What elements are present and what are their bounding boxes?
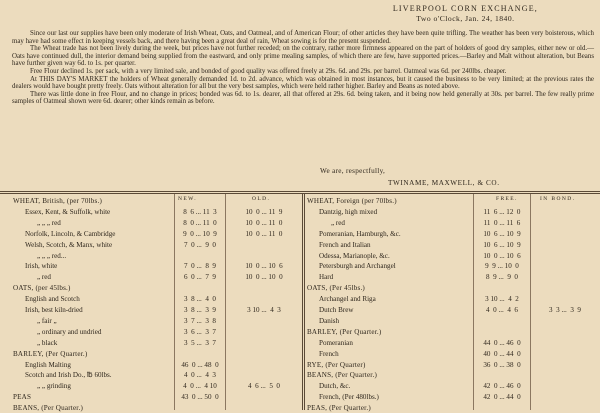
exchange-title: LIVERPOOL CORN EXCHANGE,	[392, 4, 538, 13]
price-old: 10 0 ... 11 9	[245, 207, 283, 216]
price-new: 3 8 ... 3 9	[184, 306, 216, 314]
foreign-row	[0, 381, 600, 391]
column-header-new: NEW.	[178, 196, 197, 202]
grain-label: „ „ „ red...	[37, 251, 67, 260]
foreign-row	[0, 360, 600, 370]
foreign-row	[0, 392, 600, 402]
foreign-row	[0, 283, 600, 293]
section-heading: OATS, (per 45lbs.)	[13, 284, 71, 293]
grain-label: Dutch Brew	[319, 306, 354, 314]
price-old: 10 0 ... 10 6	[245, 262, 283, 271]
price-free: 8 9 ... 9 0	[486, 273, 518, 282]
grain-label: Irish, white	[25, 262, 58, 271]
grain-label: English and Scotch	[25, 295, 80, 304]
price-new: 43 0 ... 50 0	[181, 393, 219, 402]
report-paragraph: The Wheat trade has not been lively during the week, but prices have not further receded; on the contrary, rather more firmness appeared on the part of holders of good dry samples, either new or old.—Oats have continued dull, the interior demand being supplied from the eastward, and only prime mealing samples, of which there are few, have supported prices.—Barley and Malt without alteration, but Beans have further given way 6d. to 1s. per quarter.	[12, 45, 594, 68]
price-free: 40 0 ... 44 0	[483, 349, 521, 358]
section-heading: BARLEY, (Per Quarter.)	[307, 327, 382, 336]
table-top-rule	[0, 191, 600, 192]
grain-label: Hard	[319, 273, 334, 282]
price-free: 36 0 ... 38 0	[483, 360, 521, 369]
dateline: Two o'Clock, Jan. 24, 1840.	[416, 14, 515, 23]
grain-label: Dutch, &c.	[319, 382, 351, 391]
grain-label: Pomeranian	[319, 338, 353, 347]
price-free: 3 10 ... 4 2	[485, 295, 519, 304]
price-new: 3 7 ... 3 8	[184, 316, 216, 325]
section-heading: WHEAT, British, (per 70lbs.)	[13, 197, 103, 205]
report-paragraph: At THIS DAY'S MARKET the holders of Wheat generally demanded 1d. to 2d. advance, which was obtained in most instances, but it caused the business to be very limited; at the previous rates the dealers would have bought pretty freely. Oats without alteration for all but the very best samples, which were held rather higher. Barley and Beans as noted above.	[12, 75, 594, 91]
grain-label: Norfolk, Lincoln, & Cambridge	[25, 229, 116, 238]
price-new: 6 0 ... 7 9	[184, 273, 216, 282]
price-new: 3 5 ... 3 7	[184, 338, 216, 347]
foreign-row	[0, 370, 600, 380]
price-new: 7 0 ... 9 0	[184, 240, 216, 249]
price-free: 11 0 ... 11 6	[483, 218, 521, 227]
price-new: 8 0 ... 11 0	[183, 218, 217, 227]
exchange-header	[393, 3, 538, 24]
price-new: 9 0 ... 10 9	[183, 229, 217, 238]
grain-label: „ black	[37, 338, 58, 347]
grain-label: Essex, Kent, & Suffolk, white	[25, 207, 111, 216]
section-heading: OATS, (Per 45lbs.)	[307, 284, 365, 293]
foreign-row	[0, 218, 600, 228]
section-heading: PEAS	[13, 393, 32, 402]
grain-label: „ red	[331, 218, 345, 227]
foreign-row	[0, 196, 600, 206]
foreign-row	[0, 403, 600, 413]
grain-label: Welsh, Scotch, & Manx, white	[25, 240, 113, 249]
price-new: 3 8 ... 4 0	[184, 295, 216, 304]
grain-label: French	[319, 349, 339, 358]
report-paragraph: There was little done in free Flour, and no change in prices; bonded was 6d. to 1s. dearer, all that offered at 29s. 6d. being taken, and it being now held generally at 30s. per barrel. The few really prime samples of Oatmeal shown were 6d. dearer; other kinds remain as before.	[12, 90, 594, 106]
grain-label: Dantzig, high mixed	[319, 207, 378, 216]
grain-label: „ fair „	[37, 316, 57, 325]
section-heading: BARLEY, (Per Quarter.)	[13, 349, 88, 358]
foreign-row	[0, 316, 600, 326]
price-free: 42 0 ... 46 0	[483, 382, 521, 391]
price-free: 42 0 ... 44 0	[483, 393, 521, 402]
column-header-free: FREE.	[496, 196, 518, 202]
price-free: 10 0 ... 10 6	[483, 251, 521, 260]
grain-label: Archangel and Riga	[319, 295, 376, 304]
price-free: 9 9 ... 10 0	[485, 262, 519, 271]
grain-label: Petersburgh and Archangel	[319, 262, 396, 271]
grain-label: Pomeranian, Hamburgh, &c.	[319, 229, 401, 238]
grain-label: English Malting	[25, 360, 71, 369]
firm-signature: TWINAME, MAXWELL, & CO.	[388, 179, 500, 187]
section-heading: BEANS, (Per Quarter.)	[307, 371, 378, 380]
price-free: 11 6 ... 12 0	[483, 207, 521, 216]
grain-label: Danish	[319, 316, 340, 325]
price-free: 10 6 ... 10 9	[483, 240, 521, 249]
foreign-row	[0, 338, 600, 348]
market-report	[12, 30, 594, 106]
foreign-row	[0, 327, 600, 337]
price-new: 4 0 ... 4 3	[184, 371, 216, 380]
section-heading: BEANS, (Per Quarter.)	[13, 404, 84, 413]
foreign-row	[0, 240, 600, 250]
closing-salutation: We are, respectfully,	[320, 167, 386, 175]
grain-label: „ „ grinding	[37, 382, 71, 391]
grain-label: „ red	[37, 273, 51, 282]
foreign-row	[0, 251, 600, 261]
foreign-row	[0, 261, 600, 271]
grain-label: „ „ „ red	[37, 218, 61, 227]
column-header-old: OLD.	[252, 196, 271, 202]
grain-label: „ ordinary and undried	[37, 327, 102, 336]
foreign-row	[0, 305, 600, 315]
column-header-in-bond: IN BOND.	[540, 196, 576, 202]
section-heading: WHEAT, Foreign (per 70lbs.)	[307, 197, 397, 205]
grain-label: French and Italian	[319, 240, 371, 249]
foreign-row	[0, 294, 600, 304]
grain-label: Odessa, Marianople, &c.	[319, 251, 390, 260]
table-top-rule	[0, 193, 600, 194]
price-old: 10 0 ... 11 0	[245, 218, 283, 227]
price-new: 3 6 ... 3 7	[184, 327, 216, 336]
price-free: 4 0 ... 4 6	[486, 306, 518, 314]
grain-label: Irish, best kiln-dried	[25, 306, 83, 314]
price-old: 10 0 ... 10 0	[245, 273, 283, 282]
price-old: 4 6 ... 5 0	[248, 382, 280, 391]
grain-label: Scotch and Irish Do., ℔ 60lbs.	[25, 371, 112, 380]
price-free: 44 0 ... 46 0	[483, 338, 521, 347]
foreign-row	[0, 229, 600, 239]
section-heading: PEAS, (Per Quarter.)	[307, 404, 371, 413]
grain-label: French, (Per 480lbs.)	[319, 393, 379, 402]
section-heading: RYE, (Per Quarter)	[307, 360, 366, 369]
foreign-row	[0, 349, 600, 359]
price-old: 10 0 ... 11 0	[245, 229, 283, 238]
price-free: 10 6 ... 10 9	[483, 229, 521, 238]
price-new: 8 6 ... 11 3	[183, 207, 217, 216]
foreign-row	[0, 207, 600, 217]
price-new: 46 0 ... 48 0	[181, 360, 219, 369]
price-old: 3 10 ... 4 3	[247, 306, 281, 314]
price-new: 7 0 ... 8 9	[184, 262, 216, 271]
foreign-row	[0, 272, 600, 282]
report-paragraph: Free Flour declined 1s. per sack, with a very limited sale, and bonded of good quality was offered freely at 29s. 6d. and 29s. per barrel. Oatmeal was 6d. per 240lbs. cheaper.	[30, 67, 507, 75]
report-paragraph: Since our last our supplies have been only moderate of Irish Wheat, Oats, and Oatmeal, and of American Flour; of other articles they have been quite trifling. The weather has been very boisterous, which may have had some effect in keeping vessels back, and there having been a great deal of rain, Wheat sowing is for the present suspended.	[12, 30, 594, 45]
price-in-bond: 3 3 ... 3 9	[549, 306, 581, 314]
price-new: 4 0 ... 4 10	[183, 382, 217, 391]
